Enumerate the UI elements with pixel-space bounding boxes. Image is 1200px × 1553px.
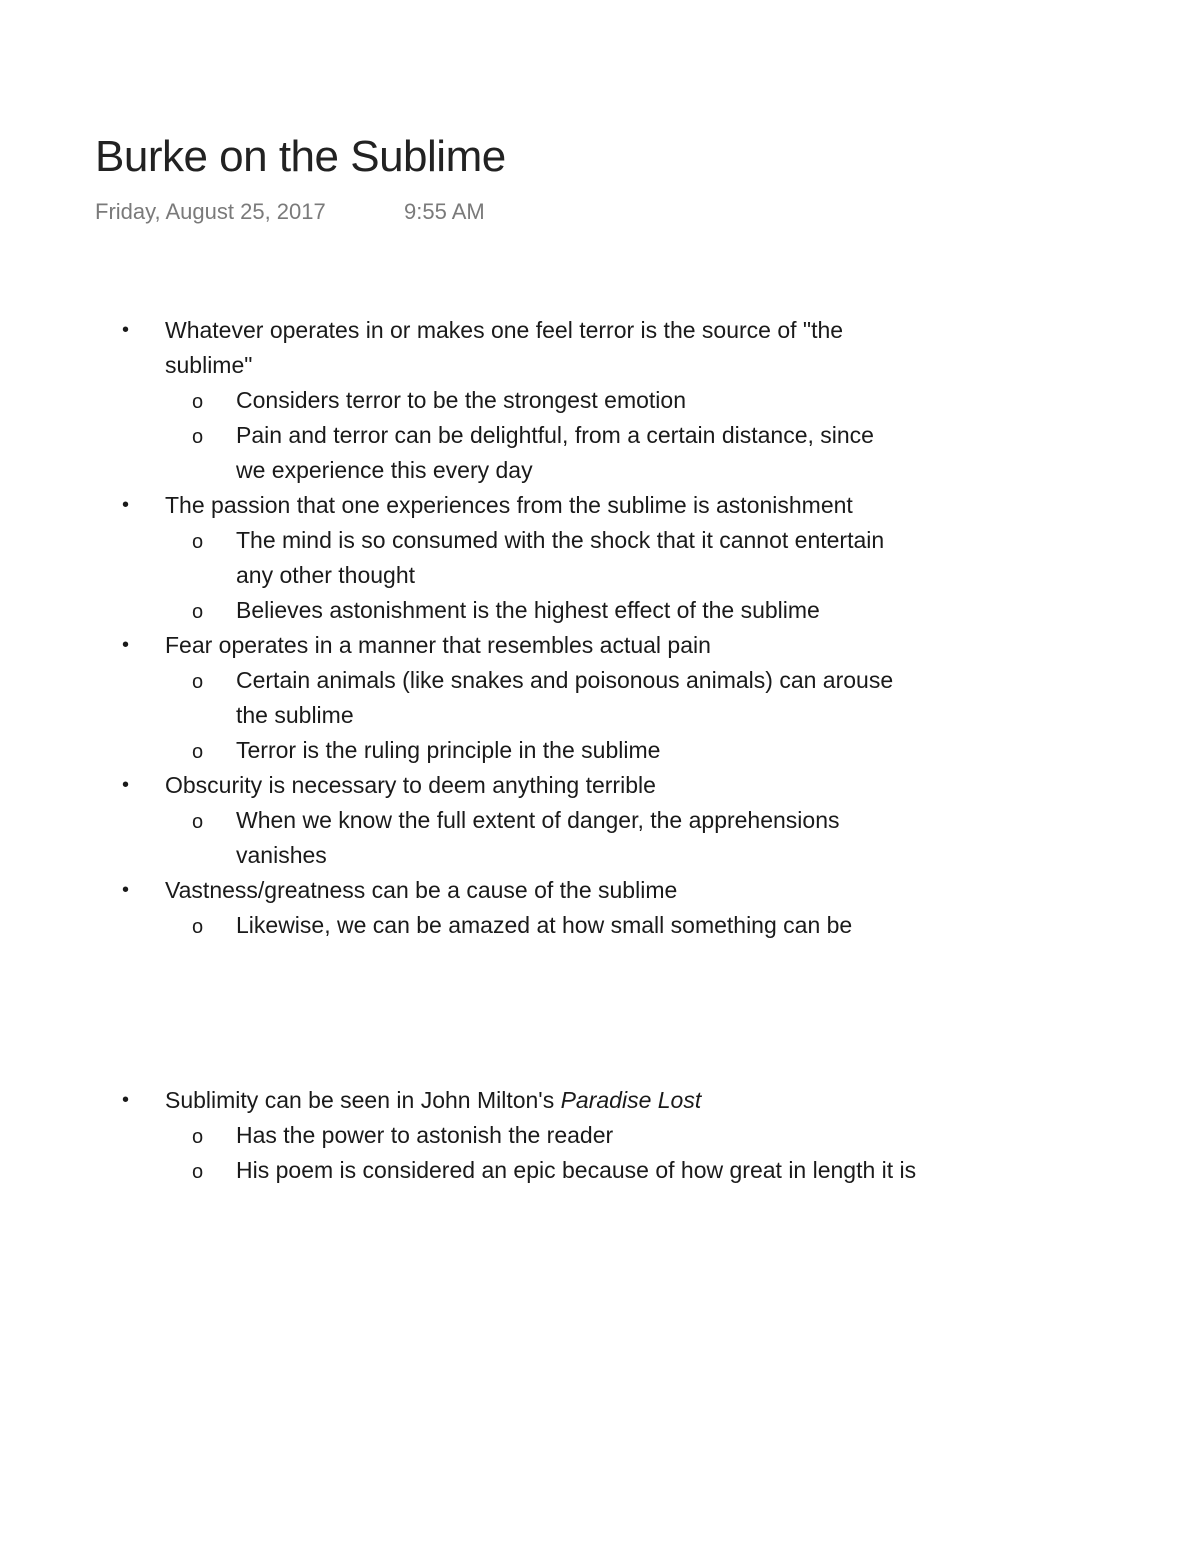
sub-bullet-marker: o bbox=[192, 426, 204, 448]
sub-bullet-item bbox=[0, 523, 1200, 593]
sub-bullet-item bbox=[0, 383, 1200, 418]
sub-bullet-text: any other thought bbox=[236, 562, 416, 588]
sub-bullet-text: Pain and terror can be delightful, from a certain distance, since bbox=[236, 422, 874, 448]
sub-bullet-marker: o bbox=[192, 601, 204, 623]
sub-bullet-text: vanishes bbox=[236, 842, 327, 868]
bullet-item bbox=[0, 488, 1200, 523]
bullet-text: The passion that one experiences from the sublime is astonishment bbox=[165, 492, 853, 518]
sub-bullet-item bbox=[0, 803, 1200, 873]
bullet-marker: • bbox=[122, 879, 130, 901]
page-time: 9:55 AM bbox=[404, 199, 485, 224]
sub-bullet-marker: o bbox=[192, 1161, 204, 1183]
sub-bullet-marker: o bbox=[192, 671, 204, 693]
spacer bbox=[0, 943, 1200, 1083]
sub-bullet-item bbox=[0, 733, 1200, 768]
bullet-text: sublime" bbox=[165, 352, 253, 378]
sub-bullet-text: Terror is the ruling principle in the sublime bbox=[236, 737, 661, 763]
book-title: Paradise Lost bbox=[560, 1087, 702, 1113]
bullet-item bbox=[0, 768, 1200, 803]
sub-bullet-marker: o bbox=[192, 1126, 204, 1148]
bullet-marker: • bbox=[122, 634, 130, 656]
sub-bullet-text: we experience this every day bbox=[236, 457, 533, 483]
sub-bullet-marker: o bbox=[192, 391, 204, 413]
bullet-text-prefix: Sublimity can be seen in John Milton's bbox=[165, 1087, 561, 1113]
sub-bullet-item bbox=[0, 908, 1200, 943]
sub-bullet-item bbox=[0, 418, 1200, 488]
bullet-text: Whatever operates in or makes one feel terror is the source of "the bbox=[165, 317, 844, 343]
sub-bullet-text: Likewise, we can be amazed at how small something can be bbox=[236, 912, 853, 938]
sub-bullet-marker: o bbox=[192, 531, 204, 553]
page-date: Friday, August 25, 2017 bbox=[95, 199, 326, 224]
sub-bullet-item bbox=[0, 593, 1200, 628]
bullet-text: Fear operates in a manner that resembles actual pain bbox=[165, 632, 711, 658]
sub-bullet-marker: o bbox=[192, 741, 204, 763]
sub-bullet-text: The mind is so consumed with the shock that it cannot entertain bbox=[236, 527, 885, 553]
bullet-marker: • bbox=[122, 494, 130, 516]
sub-bullet-item bbox=[0, 1118, 1200, 1153]
bullet-marker: • bbox=[122, 774, 130, 796]
sub-bullet-text: Believes astonishment is the highest effect of the sublime bbox=[236, 597, 820, 623]
sub-bullet-text: When we know the full extent of danger, the apprehensions bbox=[236, 807, 840, 833]
sub-bullet-text: Has the power to astonish the reader bbox=[236, 1122, 614, 1148]
bullet-text: Obscurity is necessary to deem anything terrible bbox=[165, 772, 656, 798]
sub-bullet-item bbox=[0, 1153, 1200, 1188]
bullet-item bbox=[0, 628, 1200, 663]
sub-bullet-text: Certain animals (like snakes and poisonous animals) can arouse bbox=[236, 667, 894, 693]
sub-bullet-marker: o bbox=[192, 916, 204, 938]
sub-bullet-item bbox=[0, 663, 1200, 733]
bullet-marker: • bbox=[122, 1089, 130, 1111]
bullet-text bbox=[165, 1083, 1200, 1118]
notes-body bbox=[0, 313, 1200, 1188]
bullet-text: Vastness/greatness can be a cause of the sublime bbox=[165, 877, 678, 903]
bullet-item bbox=[0, 1083, 1200, 1118]
sub-bullet-text: Considers terror to be the strongest emotion bbox=[236, 387, 687, 413]
page-title: Burke on the Sublime bbox=[95, 132, 506, 181]
bullet-item bbox=[0, 873, 1200, 908]
sub-bullet-text: His poem is considered an epic because of how great in length it is bbox=[236, 1157, 917, 1183]
bullet-item bbox=[0, 313, 1200, 383]
sub-bullet-text: the sublime bbox=[236, 702, 354, 728]
bullet-marker: • bbox=[122, 319, 130, 341]
sub-bullet-marker: o bbox=[192, 811, 204, 833]
